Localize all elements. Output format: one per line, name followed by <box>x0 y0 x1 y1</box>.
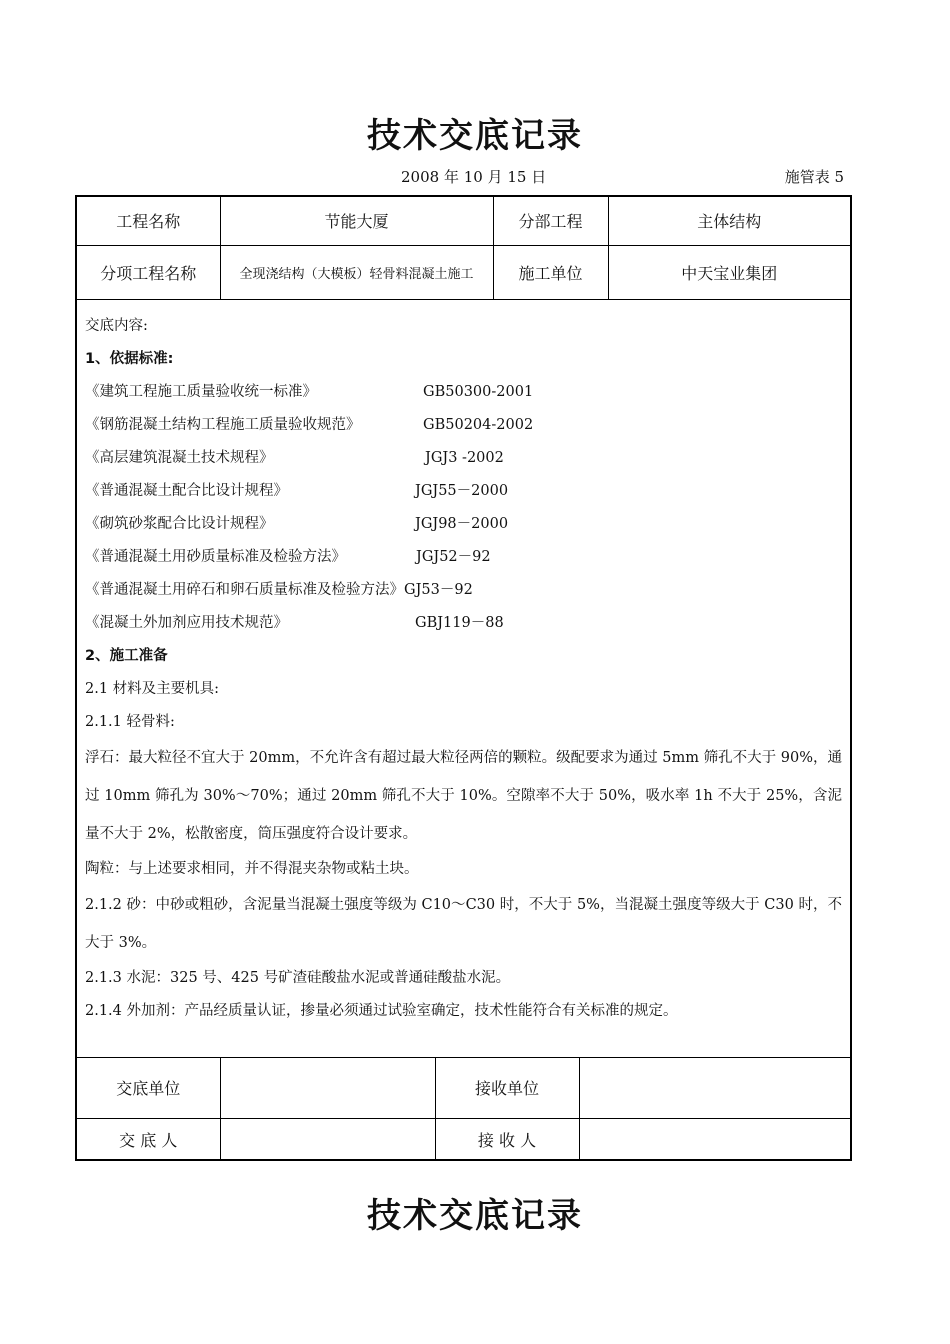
standard-code: JGJ98－2000 <box>415 515 509 532</box>
pumice-paragraph: 浮石：最大粒径不宜大于 20mm，不允许含有超过最大粒径两倍的颗粒。级配要求为通过 5mm 筛孔不大于 90%，通过 10mm 筛孔为 30%～70%；通过 20mm 筛孔不大于 10%。空隙率不大于 50%，吸水率 1h 不大于 25%，含泥量不大于 2%，松散密度，筒压强度符合设计要求。 <box>85 749 842 842</box>
standard-code: JGJ3 -2002 <box>425 449 504 466</box>
contractor-value: 中天宝业集团 <box>608 245 850 299</box>
signature-table <box>77 1057 850 1161</box>
standard-name: 《高层建筑混凝土技术规程》 <box>85 449 274 466</box>
standard-name: 《钢筋混凝土结构工程施工质量验收规范》 <box>85 416 361 433</box>
project-name-value: 节能大厦 <box>220 197 493 245</box>
standard-code: GB50300-2001 <box>423 383 534 400</box>
standard-code: GB50204-2002 <box>423 416 534 433</box>
division-value: 主体结构 <box>608 197 850 245</box>
next-page-title: 技术交底记录 <box>367 1196 583 1236</box>
cement-paragraph: 2.1.3 水泥：325 号、425 号矿渣硅酸盐水泥或普通硅酸盐水泥。 <box>85 969 511 986</box>
admixture-paragraph: 2.1.4 外加剂：产品经质量认证，掺量必须通过试验室确定，技术性能符合有关标准的规定。 <box>85 1002 678 1019</box>
ceramsite-paragraph: 陶粒：与上述要求相同，并不得混夹杂物或粘土块。 <box>85 860 419 877</box>
subsection-2-1-1: 2.1.1 轻骨料: <box>85 713 175 730</box>
receiver-unit-field[interactable] <box>579 1057 850 1118</box>
standard-code: JGJ55－2000 <box>415 482 509 499</box>
standard-item <box>85 376 842 409</box>
sand-paragraph: 2.1.2 砂：中砂或粗砂，含泥量当混凝土强度等级为 C10～C30 时，不大于 5%，当混凝土强度等级大于 C30 时，不大于 3%。 <box>85 896 842 951</box>
handover-person-field[interactable] <box>220 1118 435 1160</box>
standard-item <box>85 574 842 607</box>
project-name-label: 工程名称 <box>77 197 220 245</box>
standard-name: 《普通混凝土用砂质量标准及检验方法》 <box>85 548 346 565</box>
receiver-person-field[interactable] <box>579 1118 850 1160</box>
form-number: 施管表 5 <box>784 168 844 186</box>
standard-item <box>85 475 842 508</box>
handover-content <box>77 300 850 1057</box>
standard-item <box>85 409 842 442</box>
standard-item <box>85 607 842 640</box>
contractor-label: 施工单位 <box>493 245 608 299</box>
handover-person-label: 交 底 人 <box>77 1118 220 1160</box>
section-2-title: 2、施工准备 <box>85 647 168 664</box>
signature-row-units <box>77 1057 850 1118</box>
header-table <box>77 197 850 300</box>
standard-name: 《砌筑砂浆配合比设计规程》 <box>85 515 274 532</box>
standard-code: JGJ52－92 <box>416 548 491 565</box>
page-title: 技术交底记录 <box>367 116 583 156</box>
header-row-project <box>77 197 850 245</box>
record-sheet <box>75 195 852 1161</box>
standard-item <box>85 508 842 541</box>
standard-code: GBJ119－88 <box>415 614 504 631</box>
receiver-person-label: 接 收 人 <box>435 1118 579 1160</box>
subitem-label: 分项工程名称 <box>77 245 220 299</box>
standard-name: 《普通混凝土用碎石和卵石质量标准及检验方法》 <box>85 581 404 598</box>
standard-code: GJ53－92 <box>404 581 473 598</box>
standard-item <box>85 442 842 475</box>
handover-unit-label: 交底单位 <box>77 1057 220 1118</box>
division-label: 分部工程 <box>493 197 608 245</box>
standard-name: 《建筑工程施工质量验收统一标准》 <box>85 383 317 400</box>
handover-unit-field[interactable] <box>220 1057 435 1118</box>
content-intro: 交底内容: <box>85 317 148 334</box>
signature-row-persons <box>77 1118 850 1160</box>
standard-name: 《普通混凝土配合比设计规程》 <box>85 482 288 499</box>
standard-name: 《混凝土外加剂应用技术规范》 <box>85 614 288 631</box>
record-date: 2008 年 10 月 15 日 <box>401 168 547 186</box>
section-1-title: 1、依据标准: <box>85 350 174 367</box>
receiver-unit-label: 接收单位 <box>435 1057 579 1118</box>
standard-item <box>85 541 842 574</box>
subitem-value: 全现浇结构（大模板）轻骨料混凝土施工 <box>220 245 493 299</box>
subsection-2-1: 2.1 材料及主要机具: <box>85 680 220 697</box>
header-row-subitem <box>77 245 850 299</box>
